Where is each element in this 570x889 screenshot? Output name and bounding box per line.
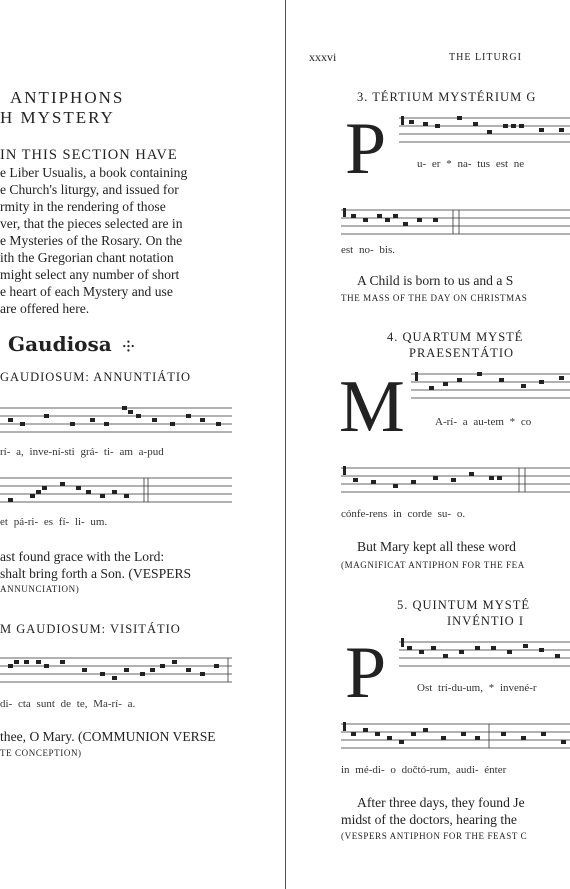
neume-note	[216, 422, 221, 426]
chant-staff-5b	[341, 716, 570, 760]
clef-mark	[415, 372, 418, 381]
clef-mark	[401, 638, 404, 647]
intro-line: e Church's liturgy, and issued for	[0, 182, 179, 197]
neume-note	[44, 664, 49, 668]
neume-note	[387, 736, 392, 740]
neume-note	[521, 384, 526, 388]
translation-1-line-2: shalt bring forth a Son. (VESPERS	[0, 566, 192, 581]
drop-capital-p-2: P	[345, 632, 387, 714]
neume-note	[433, 476, 438, 480]
neume-note	[555, 654, 560, 658]
neume-note	[363, 728, 368, 732]
translation-4-caption: (MAGNIFICAT ANTIPHON FOR THE FEA	[341, 560, 525, 570]
neume-note	[128, 410, 133, 414]
neume-note	[475, 736, 480, 740]
page-number: xxxvi	[309, 50, 337, 64]
clef-mark	[343, 208, 346, 217]
chant-staff-2	[0, 648, 284, 698]
drop-capital-p: P	[345, 108, 387, 190]
neume-note	[451, 478, 456, 482]
neume-note	[519, 124, 524, 128]
neume-note	[459, 650, 464, 654]
neume-note	[435, 124, 440, 128]
neume-note	[112, 490, 117, 494]
neume-note	[377, 214, 382, 218]
neume-note	[443, 382, 448, 386]
chant-staff-1b	[0, 470, 284, 514]
neume-note	[477, 372, 482, 376]
neume-note	[112, 676, 117, 680]
neume-note	[499, 378, 504, 382]
section-title-text: Gaudiosa	[8, 332, 112, 356]
neume-note	[491, 646, 496, 650]
lyrics-1b: et pá-ri- es fí- li- um.	[0, 516, 108, 528]
intro-line: e Mysteries of the Rosary. On the	[0, 233, 183, 248]
neume-note	[399, 740, 404, 744]
translation-1-line-1: ast found grace with the Lord:	[0, 549, 165, 564]
neume-note	[385, 218, 390, 222]
neume-note	[423, 122, 428, 126]
neume-note	[511, 124, 516, 128]
neume-note	[521, 736, 526, 740]
neume-note	[561, 740, 566, 744]
mystery-4-subtitle: PRAESENTÁTIO	[409, 346, 515, 360]
neume-note	[375, 732, 380, 736]
ornament-icon: ⸭	[122, 339, 135, 355]
clef-mark	[401, 116, 404, 125]
neume-note	[90, 418, 95, 422]
neume-note	[411, 732, 416, 736]
neume-note	[539, 380, 544, 384]
neume-note	[70, 422, 75, 426]
chant-staff-3a	[399, 108, 570, 158]
neume-note	[76, 486, 81, 490]
intro-line: e heart of each Mystery and use	[0, 284, 173, 299]
neume-note	[152, 418, 157, 422]
mystery-2-title: M GAUDIOSUM: VISITÁTIO	[0, 622, 181, 636]
neume-note	[100, 672, 105, 676]
neume-note	[86, 490, 91, 494]
translation-3-caption: THE MASS OF THE DAY ON CHRISTMAS	[341, 293, 528, 303]
neume-note	[523, 644, 528, 648]
neume-note	[8, 498, 13, 502]
neume-note	[140, 672, 145, 676]
neume-note	[497, 476, 502, 480]
neume-note	[30, 494, 35, 498]
translation-1-caption: ANNUNCIATION)	[0, 584, 80, 594]
neume-note	[122, 406, 127, 410]
right-page	[287, 0, 570, 889]
lyrics-4a: A-rí- a au-tem * co	[435, 416, 532, 428]
neume-note	[200, 418, 205, 422]
neume-note	[419, 650, 424, 654]
neume-note	[8, 418, 13, 422]
mystery-5-title: 5. QUINTUM MYSTÉ	[397, 598, 531, 612]
neume-note	[409, 120, 414, 124]
neume-note	[461, 732, 466, 736]
lyrics-4b: cónfe-rens in corde su- o.	[341, 508, 466, 520]
neume-note	[214, 664, 219, 668]
neume-note	[170, 422, 175, 426]
neume-note	[431, 646, 436, 650]
translation-4: But Mary kept all these word	[357, 539, 516, 554]
intro-line: might select any number of short	[0, 267, 180, 282]
neume-note	[200, 672, 205, 676]
translation-5-line-1: After three days, they found Je	[357, 795, 525, 810]
neume-note	[441, 736, 446, 740]
neume-note	[60, 482, 65, 486]
neume-note	[443, 654, 448, 658]
neume-note	[124, 494, 129, 498]
drop-capital-m: M	[339, 366, 405, 448]
mystery-3-title: 3. TÉRTIUM MYSTÉRIUM G	[357, 90, 537, 104]
neume-note	[42, 486, 47, 490]
neume-note	[539, 128, 544, 132]
neume-note	[363, 218, 368, 222]
neume-note	[104, 422, 109, 426]
neume-note	[371, 480, 376, 484]
intro-line: ith the Gregorian chant notation	[0, 250, 174, 265]
translation-2-caption: TE CONCEPTION)	[0, 748, 82, 758]
clef-mark	[343, 722, 346, 731]
neume-note	[8, 664, 13, 668]
neume-note	[150, 668, 155, 672]
neume-note	[393, 214, 398, 218]
mystery-1-title: GAUDIOSUM: ANNUNTIÁTIO	[0, 370, 192, 384]
neume-note	[423, 728, 428, 732]
neume-note	[407, 646, 412, 650]
neume-note	[100, 494, 105, 498]
intro-line: IN THIS SECTION HAVE	[0, 147, 178, 163]
lyrics-5b: in mé-di- o dočtó-rum, audi- énter	[341, 764, 507, 776]
chant-staff-3b	[341, 202, 570, 246]
neume-note	[353, 478, 358, 482]
left-heading-1: ANTIPHONS	[10, 88, 125, 107]
lyrics-2: di- cta sunt de te, Ma-rí- a.	[0, 698, 136, 710]
neume-note	[393, 484, 398, 488]
neume-note	[403, 222, 408, 226]
neume-note	[503, 124, 508, 128]
neume-note	[417, 218, 422, 222]
neume-note	[44, 414, 49, 418]
neume-note	[172, 660, 177, 664]
neume-note	[136, 414, 141, 418]
neume-note	[20, 422, 25, 426]
neume-note	[475, 646, 480, 650]
chant-staff-5a	[399, 632, 570, 682]
neume-note	[429, 386, 434, 390]
neume-note	[351, 732, 356, 736]
chant-staff-1a	[0, 398, 284, 448]
lyrics-1a: rí- a, inve-ní-sti grá- ti- am a-pud	[0, 446, 164, 458]
neume-note	[36, 490, 41, 494]
left-page	[0, 0, 284, 889]
neume-note	[124, 668, 129, 672]
neume-note	[60, 660, 65, 664]
neume-note	[351, 214, 356, 218]
neume-note	[457, 378, 462, 382]
section-title	[8, 332, 134, 356]
intro-line: e Liber Usualis, a book containing	[0, 165, 188, 180]
translation-2-line-1: thee, O Mary. (COMMUNION VERSE	[0, 729, 216, 744]
neume-note	[14, 660, 19, 664]
neume-note	[160, 664, 165, 668]
neume-note	[559, 376, 564, 380]
intro-line: rmity in the rendering of those	[0, 199, 166, 214]
chant-staff-4a	[411, 364, 570, 414]
neume-note	[433, 218, 438, 222]
lyrics-3b: est no- bis.	[341, 244, 395, 256]
neume-note	[501, 732, 506, 736]
neume-note	[489, 476, 494, 480]
translation-5-caption: (VESPERS ANTIPHON FOR THE FEAST C	[341, 831, 528, 841]
running-head: THE LITURGI	[449, 52, 522, 63]
lyrics-5a: Ost trí-du-um, * invené-r	[417, 682, 537, 694]
intro-line: ver, that the pieces selected are in	[0, 216, 183, 231]
neume-note	[539, 648, 544, 652]
clef-mark	[343, 466, 346, 475]
translation-3: A Child is born to us and a S	[357, 273, 514, 288]
neume-note	[186, 668, 191, 672]
chant-staff-4b	[341, 460, 570, 504]
mystery-5-subtitle: INVÉNTIO I	[447, 614, 524, 628]
intro-line: are offered here.	[0, 301, 90, 316]
mystery-4-title: 4. QUARTUM MYSTÉ	[387, 330, 524, 344]
neume-note	[36, 660, 41, 664]
translation-5-line-2: midst of the doctors, hearing the	[341, 812, 517, 827]
lyrics-3a: u- er * na- tus est ne	[417, 158, 525, 170]
neume-note	[82, 668, 87, 672]
neume-note	[541, 732, 546, 736]
neume-note	[507, 650, 512, 654]
neume-note	[457, 116, 462, 120]
left-heading-2: H MYSTERY	[0, 108, 115, 127]
neume-note	[186, 414, 191, 418]
neume-note	[411, 480, 416, 484]
neume-note	[487, 130, 492, 134]
neume-note	[473, 122, 478, 126]
neume-note	[24, 660, 29, 664]
neume-note	[469, 472, 474, 476]
book-spine	[285, 0, 286, 889]
neume-note	[559, 128, 564, 132]
